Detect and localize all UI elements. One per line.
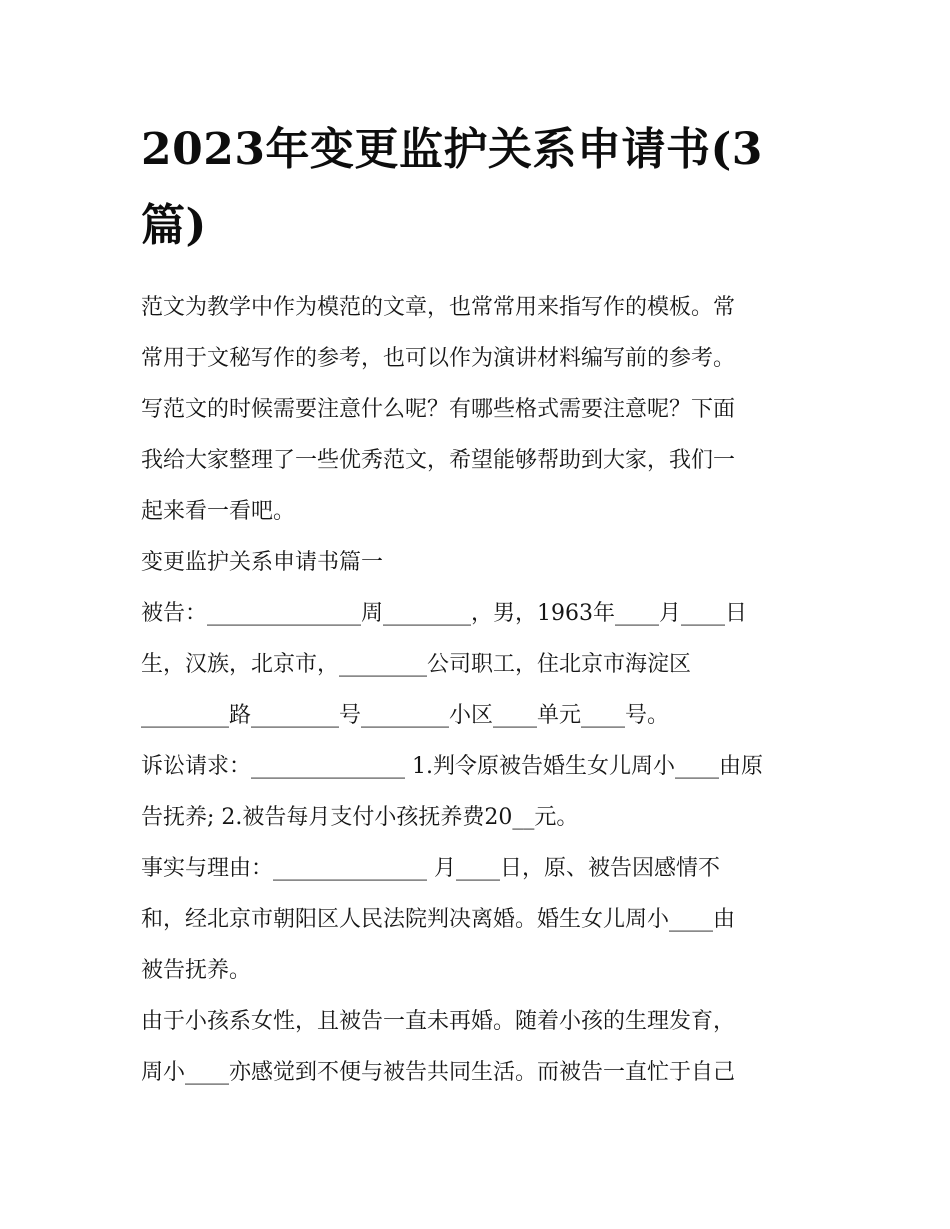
document-content [141,112,821,1098]
reason-line-2: 周小____亦感觉到不便与被告共同生活。而被告一直忙于自己 [141,1060,736,1085]
facts-paragraph [141,843,821,996]
intro-line-4: 我给大家整理了一些优秀范文，希望能够帮助到大家，我们一 [141,448,736,473]
claim-line-2: 告抚养; 2.被告每月支付小孩抚养费20__元。 [141,805,579,830]
intro-line-3: 写范文的时候需要注意什么呢？有哪些格式需要注意呢？下面 [141,397,736,422]
defendant-line-2: 生，汉族，北京市，________公司职工，住北京市海淀区 [141,652,692,677]
reason-line-1: 由于小孩系女性，且被告一直未再婚。随着小孩的生理发育， [141,1009,736,1034]
section-heading-text: 变更监护关系申请书篇一 [141,550,384,575]
defendant-line-3: ________路________号________小区____单元____号。 [141,703,670,728]
intro-paragraph [141,282,821,537]
intro-line-2: 常用于文秘写作的参考，也可以作为演讲材料编写前的参考。 [141,346,736,371]
facts-line-3: 被告抚养。 [141,958,252,983]
claim-paragraph [141,741,821,843]
title-line-2: 篇) [141,200,207,251]
title-line-1: 2023年变更监护关系申请书(3 [141,124,763,175]
document-title [141,112,821,264]
section-heading [141,537,821,588]
claim-line-1: 诉讼请求：______________ 1.判令原被告婚生女儿周小____由原 [141,754,763,779]
reason-paragraph [141,996,821,1098]
facts-line-1: 事实与理由：______________ 月____日，原、被告因感情不 [141,856,720,881]
facts-line-2: 和，经北京市朝阳区人民法院判决离婚。婚生女儿周小____由 [141,907,736,932]
intro-line-5: 起来看一看吧。 [141,499,296,524]
defendant-paragraph [141,588,821,741]
defendant-line-1: 被告：______________周________，男，1963年____月____日 [141,601,747,626]
intro-line-1: 范文为教学中作为模范的文章，也常常用来指写作的模板。常 [141,295,736,320]
